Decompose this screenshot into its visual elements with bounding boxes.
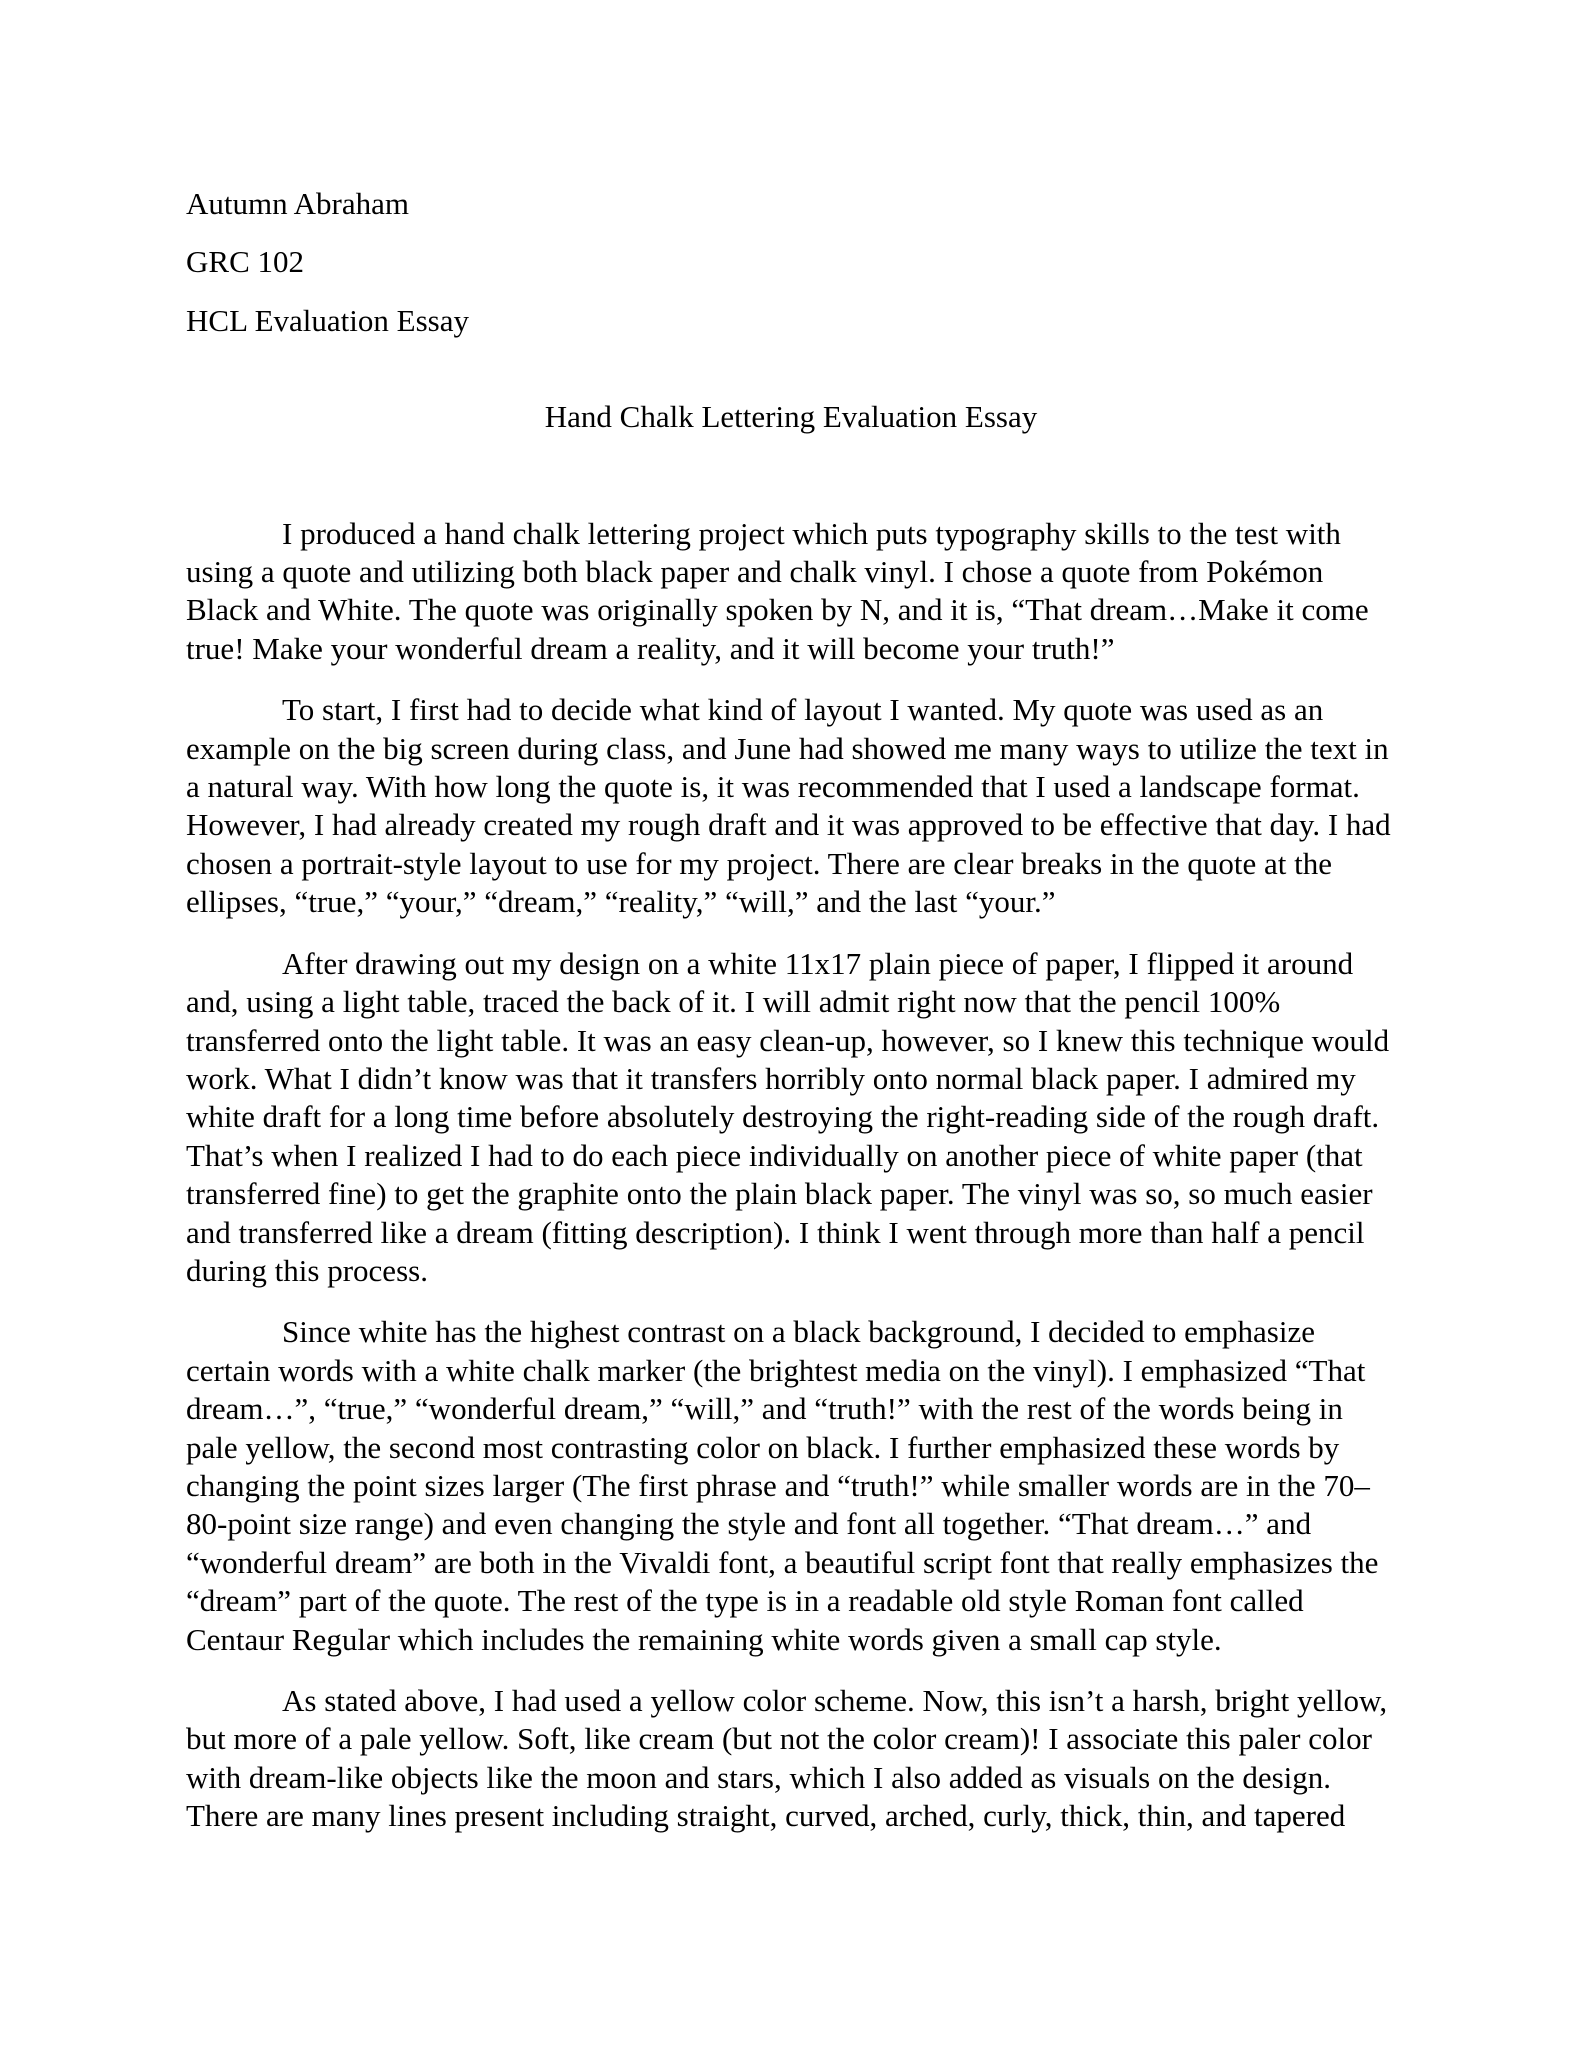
essay-line: That’s when I realized I had to do each piece individually on another piece of white paper (that bbox=[186, 1137, 1363, 1173]
essay-line: with dream-like objects like the moon and stars, which I also added as visuals on the design. bbox=[186, 1759, 1332, 1795]
essay-line: pale yellow, the second most contrasting color on black. I further emphasized these words by bbox=[186, 1429, 1340, 1465]
essay-line: transferred fine) to get the graphite onto the plain black paper. The vinyl was so, so much easier bbox=[186, 1176, 1373, 1212]
essay-line: using a quote and utilizing both black paper and chalk vinyl. I chose a quote from Pokémon bbox=[186, 554, 1324, 590]
essay-paragraph bbox=[186, 945, 1422, 1291]
essay-line: dream…”, “true,” “wonderful dream,” “will,” and “truth!” with the rest of the words being in bbox=[186, 1391, 1343, 1427]
essay-line: “dream” part of the quote. The rest of the type is in a readable old style Roman font called bbox=[186, 1583, 1304, 1619]
essay-paragraph bbox=[186, 515, 1422, 669]
essay-line: certain words with a white chalk marker (the brightest media on the vinyl). I emphasized “That bbox=[186, 1352, 1366, 1388]
essay-line: changing the point sizes larger (The first phrase and “truth!” while smaller words are in the 70– bbox=[186, 1467, 1370, 1503]
essay-line: ellipses, “true,” “your,” “dream,” “reality,” “will,” and the last “your.” bbox=[186, 884, 1056, 920]
essay-title: Hand Chalk Lettering Evaluation Essay bbox=[544, 399, 1038, 435]
header-author: Autumn Abraham bbox=[186, 186, 409, 221]
essay-line: 80-point size range) and even changing the style and font all together. “That dream…” and bbox=[186, 1506, 1312, 1542]
essay-line: during this process. bbox=[186, 1252, 428, 1288]
essay-paragraph bbox=[186, 691, 1422, 921]
essay-line: As stated above, I had used a yellow color scheme. Now, this isn’t a harsh, bright yellow, bbox=[282, 1683, 1388, 1718]
essay-line: and, using a light table, traced the back of it. I will admit right now that the pencil 100% bbox=[186, 984, 1281, 1020]
essay-line: chosen a portrait-style layout to use for my project. There are clear breaks in the quote at the bbox=[186, 845, 1332, 881]
essay-paragraph bbox=[186, 1682, 1422, 1836]
document-header bbox=[186, 185, 1422, 340]
essay-line: “wonderful dream” are both in the Vivaldi font, a beautiful script font that really emphasizes the bbox=[186, 1544, 1379, 1580]
header-course: GRC 102 bbox=[186, 244, 304, 280]
essay-line: transferred onto the light table. It was an easy clean-up, however, so I knew this technique would bbox=[186, 1022, 1390, 1058]
essay-line: and transferred like a dream (fitting description). I think I went through more than half a pencil bbox=[186, 1214, 1365, 1250]
essay-line: After drawing out my design on a white 11x17 plain piece of paper, I flipped it around bbox=[282, 945, 1354, 981]
essay-line: work. What I didn’t know was that it transfers horribly onto normal black paper. I admired my bbox=[186, 1060, 1356, 1096]
essay-line: However, I had already created my rough draft and it was approved to be effective that day. I had bbox=[186, 807, 1391, 843]
essay-line: a natural way. With how long the quote is, it was recommended that I used a landscape format. bbox=[186, 769, 1360, 805]
essay-line: true! Make your wonderful dream a reality, and it will become your truth!” bbox=[186, 630, 1115, 666]
essay-body bbox=[186, 515, 1422, 1836]
essay-line: I produced a hand chalk lettering project which puts typography skills to the test with bbox=[282, 515, 1341, 551]
essay-line: There are many lines present including straight, curved, arched, curly, thick, thin, and tapered bbox=[186, 1798, 1346, 1834]
essay-line: To start, I first had to decide what kind of layout I wanted. My quote was used as an bbox=[282, 692, 1324, 728]
essay-line: but more of a pale yellow. Soft, like cream (but not the color cream)! I associate this paler color bbox=[186, 1721, 1372, 1757]
essay-line: Since white has the highest contrast on a black background, I decided to emphasize bbox=[282, 1314, 1316, 1350]
essay-line: example on the big screen during class, and June had showed me many ways to utilize the text in bbox=[186, 730, 1389, 766]
essay-line: white draft for a long time before absolutely destroying the right-reading side of the rough draft. bbox=[186, 1099, 1380, 1135]
essay-paragraph bbox=[186, 1313, 1422, 1659]
header-assignment: HCL Evaluation Essay bbox=[186, 302, 469, 338]
essay-line: Black and White. The quote was originally spoken by N, and it is, “That dream…Make it come bbox=[186, 592, 1369, 628]
essay-line: Centaur Regular which includes the remaining white words given a small cap style. bbox=[186, 1621, 1222, 1657]
